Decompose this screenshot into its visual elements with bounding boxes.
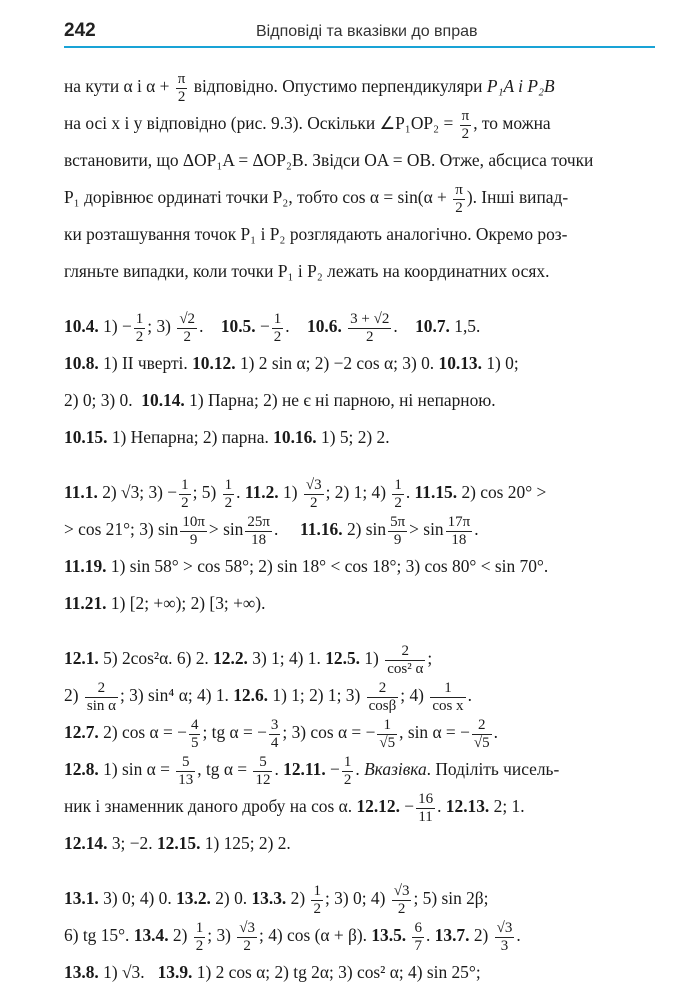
text-line: P₁ дорівнює ординаті точки P₂, тобто cos α = sin(α + — [64, 187, 447, 207]
exercise-number: 12.15. — [156, 833, 201, 853]
exercise-number: 12.5. — [325, 648, 360, 668]
paragraph-proof — [64, 68, 656, 290]
exercise-number: 12.8. — [64, 759, 99, 779]
exercise-number: 13.9. — [157, 962, 193, 982]
text-line: гляньте випадки, коли точки P₁ і P₂ лежать на координатних осях. — [64, 261, 550, 281]
fraction: $\frac{\pi}{2}$ — [177, 71, 186, 105]
header-rule — [64, 46, 655, 48]
page-header — [0, 0, 695, 48]
exercise-number: 11.1. — [64, 482, 98, 502]
exercise-number: 10.8. — [64, 353, 99, 373]
answers-section-10: 10.4. 1) − $\frac{1}{2}$ ; 3) $\frac{√2}{2}$ . 10.5. − $\frac{1}{2}$ . 10.6. $\frac{3 + √2}{2}$ . 10.7. 1,5. 10.8. 1) ІІ чверті. 10.12. 1) 2 sin α; 2) −2 cos α; 3) 0. 10.13. 1) 0; 2) 0; 3) 0. 10.14. 1) Парна; 2) не є ні парною, ні непарною. 10.15. 1) Непарна; 2) парна. 10.16. 1) 5; 2) 2. — [64, 311, 519, 447]
fraction: $\frac{5\pi}{9}$ — [390, 514, 406, 548]
fraction: $\frac{1}{2}$ — [224, 477, 233, 511]
exercise-number: 10.16. — [273, 427, 317, 447]
fraction: $\frac{√3}{2}$ — [393, 883, 410, 917]
exercise-number: 12.7. — [64, 722, 99, 742]
text-line: встановити, що ΔOP₁A = ΔOP₂B. Звідси OA = OB. Отже, абсциса точки — [64, 150, 594, 170]
text-line: на осі x і y відповідно (рис. 9.3). Оскільки ∠P₁OP₂ = — [64, 113, 454, 133]
page-body — [64, 68, 656, 991]
text-line: P₁A і P₂B — [486, 76, 555, 96]
exercise-number: 10.4. — [64, 316, 99, 336]
hint-label: Вказівка — [364, 759, 427, 779]
fraction: $\frac{1}{2}$ — [195, 920, 204, 954]
exercise-number: 13.8. — [64, 962, 99, 982]
fraction: $\frac{\pi}{2}$ — [461, 108, 470, 142]
exercise-number: 12.2. — [213, 648, 248, 668]
exercise-number: 12.14. — [64, 833, 108, 853]
exercise-number: 11.16. — [300, 519, 343, 539]
fraction: $\frac{3 + √2}{2}$ — [350, 311, 390, 345]
fraction: $\frac{10\pi}{9}$ — [182, 514, 205, 548]
fraction: $\frac{1}{2}$ — [394, 477, 402, 511]
exercise-number: 12.6. — [233, 685, 269, 705]
fraction: $\frac{√3}{2}$ — [305, 477, 322, 511]
fraction: $\frac{√2}{2}$ — [179, 311, 196, 345]
fraction: $\frac{2}{√5}$ — [473, 717, 490, 751]
running-title: Відповіді та вказівки до вправ — [256, 23, 478, 40]
fraction: $\frac{2}{\text{cos² α}}$ — [387, 643, 424, 677]
exercise-number: 12.13. — [445, 796, 490, 816]
fraction: $\frac{√3}{2}$ — [239, 920, 256, 954]
fraction: $\frac{6}{7}$ — [414, 920, 422, 954]
exercise-number: 10.5. — [220, 316, 256, 336]
exercise-number: 13.2. — [176, 888, 211, 908]
fraction: $\frac{25\pi}{18}$ — [247, 514, 270, 548]
fraction: $\frac{5}{13}$ — [178, 754, 194, 788]
exercise-number: 12.1. — [64, 648, 99, 668]
exercise-number: 10.15. — [64, 427, 108, 447]
exercise-number: 10.12. — [192, 353, 236, 373]
exercise-number: 13.7. — [434, 925, 470, 945]
fraction: $\frac{1}{2}$ — [135, 311, 144, 345]
fraction: $\frac{16}{11}$ — [418, 791, 434, 825]
exercise-number: 10.7. — [415, 316, 450, 336]
fraction: $\frac{4}{5}$ — [190, 717, 199, 751]
exercise-number: 11.21. — [64, 593, 107, 613]
page-number: 242 — [64, 20, 96, 41]
fraction: $\frac{1}{\text{cos x}}$ — [432, 680, 464, 714]
fraction: $\frac{1}{2}$ — [343, 754, 352, 788]
fraction: $\frac{17\pi}{18}$ — [447, 514, 471, 548]
exercise-number: 12.12. — [356, 796, 400, 816]
fraction: $\frac{2}{\cos\beta}$ — [368, 680, 397, 714]
text-line: відповідно. Опустимо перпендикуляри — [193, 76, 483, 96]
fraction: $\frac{2}{\text{sin α}}$ — [86, 680, 116, 714]
fraction: $\frac{1}{2}$ — [313, 883, 321, 917]
text-line: на кути α і α + — [64, 76, 170, 96]
exercise-number: 13.5. — [371, 925, 407, 945]
fraction: $\frac{1}{2}$ — [181, 477, 189, 511]
exercise-number: 11.19. — [64, 556, 107, 576]
exercise-number: 11.15. — [414, 482, 458, 502]
fraction: $\frac{\pi}{2}$ — [455, 182, 463, 216]
fraction: $\frac{1}{√5}$ — [379, 717, 396, 751]
text-line: ки розташування точок P₁ і P₂ розглядають аналогічно. Окремо роз- — [64, 224, 568, 244]
answers-section-11: 11.1. 2) √3; 3) − $\frac{1}{2}$ ; 5) $\frac{1}{2}$ . 11.2. 1) $\frac{√3}{2}$ ; 2) 1; 4) $\frac{1}{2}$ . 11.15. 2) cos 20° > > cos 21°; 3) sin $\frac{10\pi}{9}$ > sin $\frac{25\pi}{18}$ . 11.16. 2) sin $\frac{5\pi}{9}$ > sin $\frac{17\pi}{18}$ . 11.19. 1) sin 58° > cos 58°; 2) sin 18° < cos 18°; 3) cos 80° < sin 70°. 11.21. 1) [2; +∞); 2) [3; +∞). — [64, 477, 549, 613]
text-line: , то можна — [473, 113, 551, 133]
answers-section-12: 12.1. 5) 2cos²α. 6) 2. 12.2. 3) 1; 4) 1. 12.5. 1) $\frac{2}{\text{cos² α}}$ ; 2) $\frac{2}{\text{sin α}}$ ; 3) sin⁴ α; 4) 1. 12.6. 1) 1; 2) 1; 3) $\frac{2}{\cos\beta}$ ; 4) $\frac{1}{\text{cos x}}$ . 12.7. 2) cos α = − $\frac{4}{5}$ ; tg α = − $\frac{3}{4}$ ; 3) cos α = − $\frac{1}{√5}$ , sin α = − $\frac{2}{√5}$ . 12.8. 1) sin α = $\frac{5}{13}$ , tg α = $\frac{5}{12}$ . 12.11. − $\frac{1}{2}$ . Вказівка. Поділіть чисель- ник і знаменник даного дробу на cos α. 12.12. − $\frac{16}{11}$ . 12.13. 2; 1. 12.14. 3; −2. 12.15. 1) 125; 2) 2. — [64, 643, 560, 853]
text-line: ). Інші випад- — [466, 187, 569, 207]
fraction: $\frac{3}{4}$ — [270, 717, 279, 751]
exercise-number: 12.11. — [283, 759, 326, 779]
exercise-number: 10.13. — [438, 353, 482, 373]
exercise-number: 10.14. — [141, 390, 185, 410]
exercise-number: 13.4. — [133, 925, 169, 945]
fraction: $\frac{√3}{3}$ — [496, 920, 513, 954]
exercise-number: 13.1. — [64, 888, 99, 908]
fraction: $\frac{1}{2}$ — [273, 311, 282, 345]
exercise-number: 10.6. — [307, 316, 342, 336]
exercise-number: 13.3. — [251, 888, 287, 908]
answers-section-13: 13.1. 3) 0; 4) 0. 13.2. 2) 0. 13.3. 2) $\frac{1}{2}$ ; 3) 0; 4) $\frac{√3}{2}$ ; 5) sin 2β; 6) tg 15°. 13.4. 2) $\frac{1}{2}$ ; 3) $\frac{√3}{2}$ ; 4) cos (α + β). 13.5. $\frac{6}{7}$ . 13.7. 2) $\frac{√3}{3}$ . 13.8. 1) √3. 13.9. 1) 2 cos α; 2) tg 2α; 3) cos² α; 4) sin 25°; — [64, 883, 521, 982]
fraction: $\frac{5}{12}$ — [255, 754, 271, 788]
exercise-number: 11.2. — [244, 482, 279, 502]
